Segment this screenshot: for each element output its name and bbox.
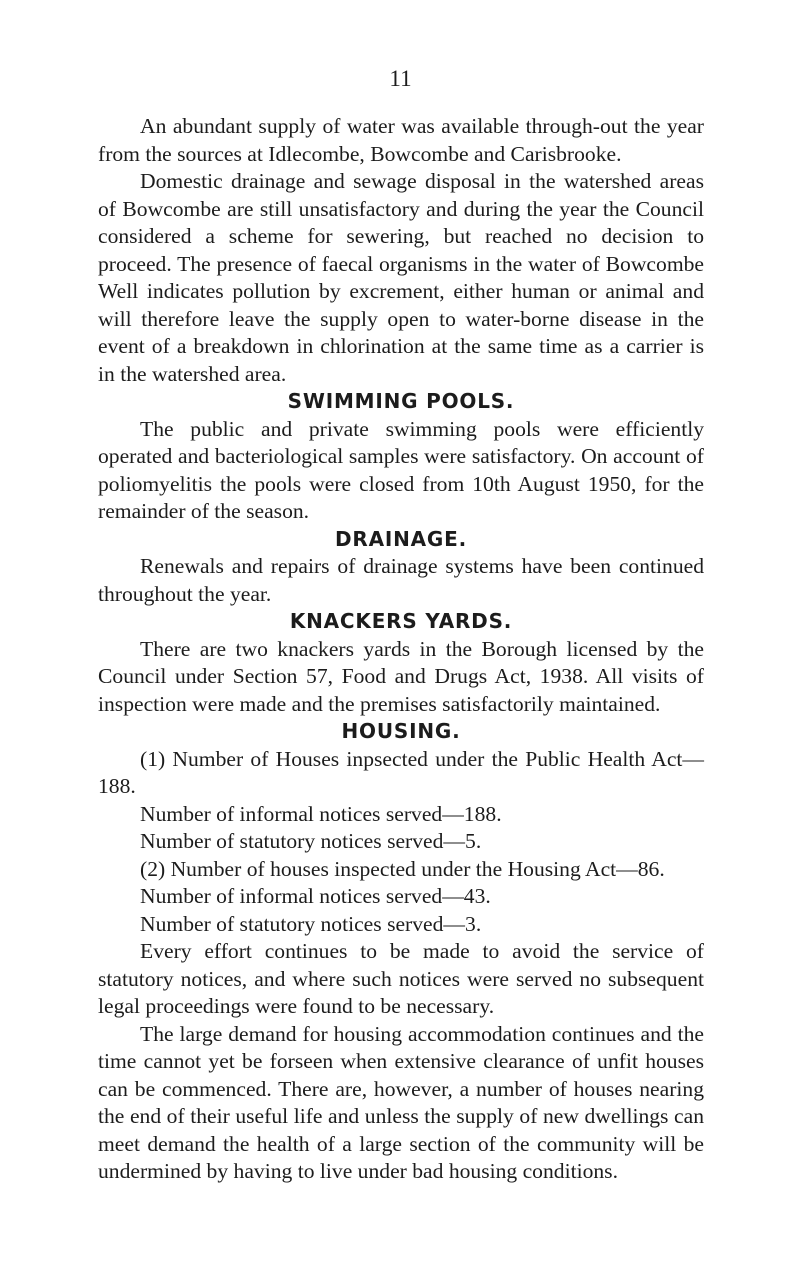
heading-knackers-yards: KNACKERS YARDS. [289,609,513,633]
housing-item-1: (1) Number of Houses inpsected under the Public Health Act—188. [98,746,704,798]
heading-drainage: DRAINAGE. [334,526,467,551]
paragraph-swimming-pools: The public and private swimming pools were efficiently operated and bacteriological samples were satisfactory. On account of poliomyelitis the pools were closed from 10th August 1950, for the remainder of the season. [98,416,704,523]
housing-item-2: (2) Number of houses inspected under the Housing Act—86. [140,856,665,881]
housing-item-2-informal: Number of informal notices served—43. [140,884,491,908]
heading-swimming-pools: SWIMMING POOLS. [287,389,515,413]
heading-housing: HOUSING. [341,719,461,743]
body-text [98,113,704,1186]
paragraph-housing-demand: The large demand for housing accommodation continues and the time cannot yet be forseen when extensive clearance of unfit houses can be commenced. There are, however, a number of houses nearing the end of their useful life and unless the supply of new dwellings can meet demand the health of a large section of the community will be undermined by having to live under bad housing conditions. [98,1021,704,1183]
paragraph-water-supply: An abundant supply of water was available through-out the year from the sources at Idlecombe, Bowcombe and Carisbrooke. [98,114,704,166]
page-number: 11 [389,66,412,91]
paragraph-drainage-bowcombe: Domestic drainage and sewage disposal in the watershed areas of Bowcombe are still unsatisfactory and during the year the Council considered a scheme for sewering, but reached no decision to proceed. The presence of faecal organisms in the water of Bowcombe Well indicates pollution by excrement, either human or animal and will therefore leave the supply open to water-borne disease in the event of a breakdown in chlorination at the same time as a carrier is in the watershed area. [98,169,704,386]
paragraph-knackers-yards: There are two knackers yards in the Borough licensed by the Council under Section 57, Food and Drugs Act, 1938. All visits of inspection were made and the premises satisfactorily maintained. [98,636,704,716]
housing-item-1-statutory: Number of statutory notices served—5. [140,829,482,853]
paragraph-housing-effort: Every effort continues to be made to avoid the service of statutory notices, and where such notices were served no subsequent legal proceedings were found to be necessary. [98,939,704,1018]
housing-item-2-statutory: Number of statutory notices served—3. [140,911,482,936]
housing-item-1-informal: Number of informal notices served—188. [140,801,502,826]
paragraph-drainage: Renewals and repairs of drainage systems have been continued throughout the year. [98,554,704,606]
